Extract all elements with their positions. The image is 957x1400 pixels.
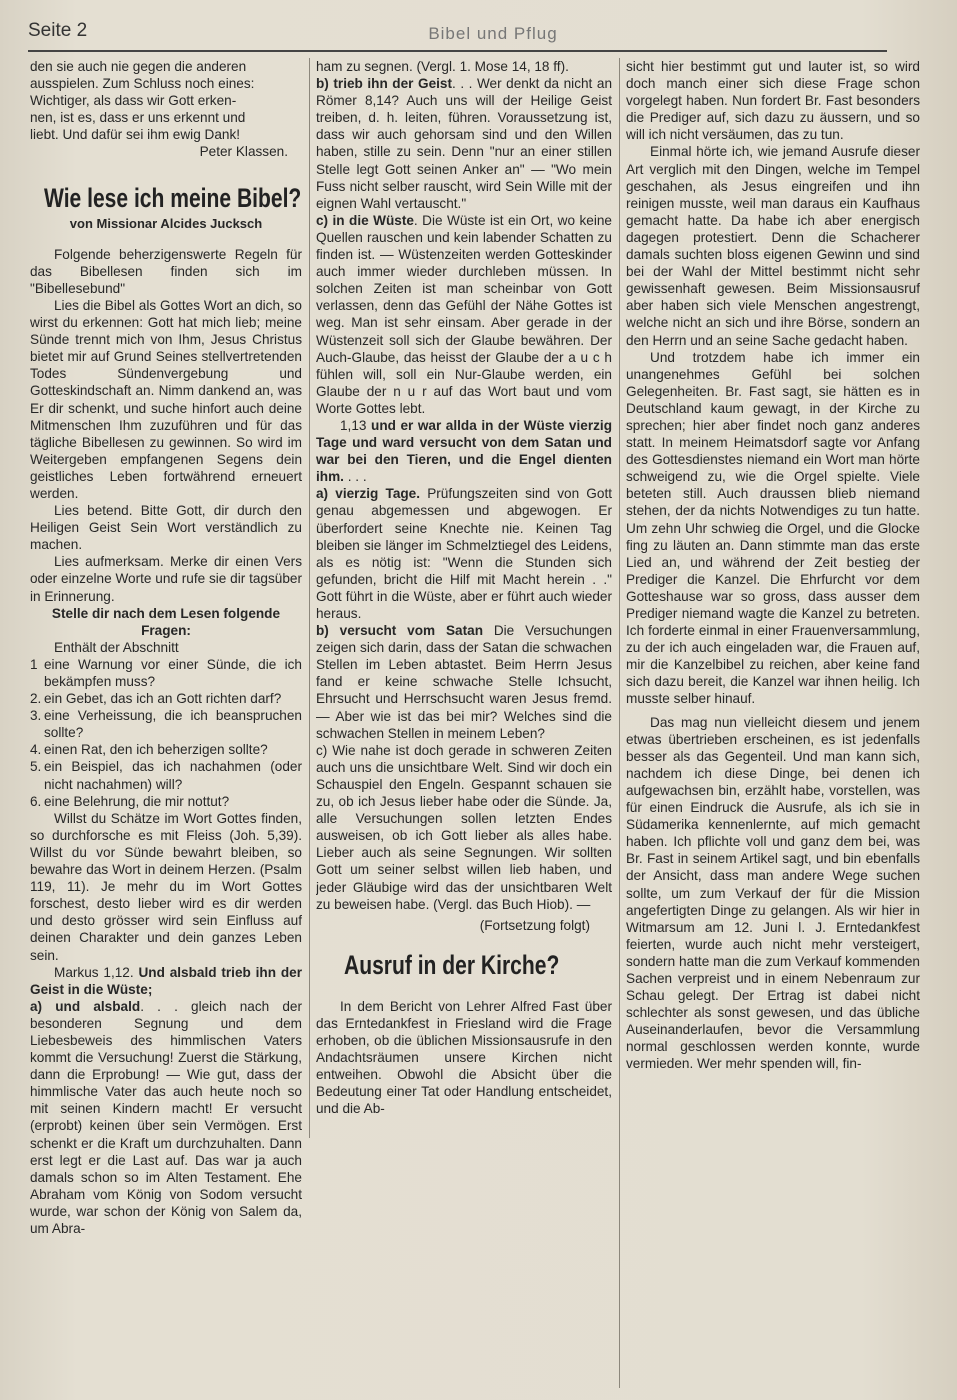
page-number: Seite 2 — [28, 20, 88, 41]
article-title: Ausruf in der Kirche? — [344, 949, 560, 980]
paragraph: Lies aufmerksam. Merke dir einen Vers oder einzelne Worte und rufe sie dir tagsüber in Erinnerung. — [30, 554, 302, 604]
questions-intro: Enthält der Abschnitt — [54, 639, 179, 655]
list-text: eine Warnung vor einer Sünde, die ich bekämpfen muss? — [44, 656, 302, 689]
paragraph-text: . . . Wer denkt da nicht an Römer 8,14? Auch uns will der Heilige Geist treiben, d. h. leiten, führen. Voraussetzung ist, dass wir auch gehorsam sind und den Willen haben, stille zu sein. Denn "nur an einer stillen Stelle legt Gott seinen Anker an" — "Wo mein Fuss nicht selber rauscht, wird Sein Wille mit der eignen Wahl vertauscht." — [316, 76, 612, 211]
text-line: Wichtiger, als dass wir Gott erken- — [30, 93, 237, 109]
paragraph-text: Die Versuchungen zeigen sich darin, dass der Satan die schwachen Stellen im Leben abtastet. Beim Herrn Jesus fand er keine schwache Stelle Ichsucht, Ehrsucht und Herrschsucht waren Jesus fremd. — Aber wie ist das bei mir? Welches sind die schwachen Stellen in meinem Leben? — [316, 623, 612, 741]
paragraph — [316, 75, 612, 212]
list-item — [30, 741, 302, 758]
scripture-quote: und er war allda in der Wüste vierzig Tage und ward versucht von dem Satan und war bei den Tieren, und die Engel dienten ihm. — [316, 417, 612, 485]
paragraph-label: a) und alsbald — [30, 998, 141, 1014]
paragraph-label: b) trieb ihn der Geist — [316, 76, 452, 92]
list-text: eine Belehrung, die mir nottut? — [44, 793, 230, 809]
text-line: nen, ist es, dass er uns erkennt und — [30, 110, 246, 126]
list-item — [30, 793, 302, 810]
column-2 — [316, 58, 612, 1388]
article-byline: von Missionar Alcides Jucksch — [69, 215, 263, 231]
magazine-title: Bibel und Pflug — [428, 24, 558, 43]
column-divider — [619, 58, 620, 1388]
paragraph: Lies betend. Bitte Gott, dir durch den Heiligen Geist Sein Wort verständlich zu machen. — [30, 503, 302, 553]
list-item — [30, 656, 302, 690]
paragraph — [316, 485, 612, 622]
list-item — [30, 707, 302, 741]
column-1 — [30, 58, 302, 1388]
paragraph: Einmal hörte ich, wie jemand Ausrufe dieser Art verglich mit den Dingen, welche im Tempel geschahen, als Jesus eingreifen und ihn reinigen musste, weil man daraus ein Kaufhaus gemacht hatte. Da habe ich aber energisch dagegen protestiert. Denn die Schacherer damals suchten bloss eigenen Gewinn und sind bei der Wahl der Mittel bestimmt nicht sehr gewissenhaft gewesen. Beim Missionsausruf aber haben sich viele Menschen angestrengt, welche nicht an sich und ihre Börse, sondern an den Herrn und an seine Sache gedacht haben. — [626, 144, 920, 348]
paragraph — [316, 622, 612, 742]
scripture-ref: 1,13 — [340, 417, 367, 433]
paragraph-label: b) versucht vom Satan — [316, 623, 483, 639]
text-line: ausspielen. Zum Schluss noch eines: — [30, 76, 255, 92]
paragraph: Lies die Bibel als Gottes Wort an dich, so wirst du erkennen: Gott hat mich lieb; meine Sünde trennt mich von Ihm, Jesus Christus bietet mir auf Grund Seines stellvertretenden Todes Sündenvergebung und Gotteskindschaft an. Nimm dankend an, was Er dir schenkt, und suche hinfort auch deine Mitmenschen Ihm zuzuführen und für das tägliche Bibellesen zu gewinnen. So wird im Weitergeben empfangenen Segens dein geistliches Leben fortwährend erneuert werden. — [30, 297, 302, 501]
list-item — [30, 690, 302, 707]
article-title: Wie lese ich meine Bibel? — [44, 182, 302, 213]
paragraph-label: c) in die Wüste — [316, 212, 414, 228]
author-signature: Peter Klassen. — [199, 144, 288, 160]
list-text: ein Gebet, das ich an Gott richten darf? — [44, 691, 282, 707]
paragraph: In dem Bericht von Lehrer Alfred Fast über das Erntedankfest in Friesland wird die Frage erhoben, ob die üblichen Missionsausrufe in den Andachtsräumen unsere Kirchen nicht entweihen. Obwohl die Absicht über die Bedeutung einer Tat oder Handlung entscheidet, und die Ab- — [316, 998, 612, 1117]
list-item — [30, 758, 302, 792]
list-number: 3. — [30, 708, 42, 724]
paragraph: Willst du Schätze im Wort Gottes finden, so durchforsche es mit Fleiss (Joh. 5,39). Willst du vor Sünde bewahrt bleiben, so bewahre das Wort in deinem Herzen. (Psalm 119, 11). Je mehr du im Wort Gottes forschest, desto lieber wird es dir werden und desto grösser wird sein Einfluss auf deinen Charakter und dein ganzes Leben sein. — [30, 810, 302, 963]
header-rule — [28, 50, 887, 52]
paragraph — [316, 212, 612, 417]
list-text: einen Rat, den ich beherzigen sollte? — [44, 742, 268, 758]
paragraph: Folgende beherzigenswerte Regeln für das Bibellesen finden sich im "Bibellesebund" — [30, 246, 302, 296]
paragraph-text: . . . — [343, 469, 367, 485]
list-text: eine Verheissung, die ich beanspruchen sollte? — [44, 708, 302, 741]
paragraph — [30, 998, 302, 1237]
paragraph-text: . Die Wüste ist ein Ort, wo keine Quellen rauschen und kein labender Schatten zu finden ist. — Wüstenzeiten werden Gotteskinder auch immer wieder durchleben müssen. In solchen Zeiten ist man scheinbar von Gott verlassen, denn das Gefühl der Nähe Gottes ist weg. Man ist sehr einsam. Aber gerade in der Wüstenzeit soll sich der Glaube bewähren. Der Auch-Glaube, das heisst der Glaube der a u c h fühlen will, soll ein Nur-Glaube werden, ein Glaube der n u r auf das Wort baut und vom Worte Gottes lebt. — [316, 212, 612, 416]
list-number: 2. — [30, 691, 42, 707]
list-number: 5. — [30, 759, 42, 775]
text-line: liebt. Und dafür sei ihm ewig Dank! — [30, 127, 241, 143]
list-text: ein Beispiel, das ich nachahmen (oder nicht nachahmen) will? — [44, 759, 302, 792]
scripture-paragraph — [30, 964, 302, 998]
text-line: den sie auch nie gegen die anderen — [30, 59, 247, 74]
scripture-ref: Markus 1,12. — [54, 964, 134, 980]
list-number: 6. — [30, 793, 42, 809]
column-divider — [309, 58, 310, 1138]
paragraph-text: . . . gleich nach der besonderen Segnung und dem Liebesbeweis des himmlischen Vaters kommt die Versuchung! Zuerst die Stärkung, dann die Erprobung! — Wie gut, dass der himmlische Vater das auch heute noch so mit seinen Kindern macht! Er versucht (erprobt) keinen über sein Vermögen. Erst schenkt er die Kraft um durchzuhalten. Dann erst legt er die Last auf. Das war ja auch damals schon so im Alten Testament. Ehe Abraham vom König von Sodom versucht wurde, war schon der König von Salem da, um Abra- — [30, 998, 302, 1236]
scripture-paragraph — [316, 417, 612, 485]
paragraph: ham zu segnen. (Vergl. 1. Mose 14, 18 ff). — [316, 59, 569, 74]
paragraph-label: a) vierzig Tage. — [316, 486, 421, 502]
list-number: 4. — [30, 742, 42, 758]
continuation-note: (Fortsetzung folgt) — [479, 917, 590, 933]
paragraph: sicht hier bestimmt gut und lauter ist, so wird doch manch einer sich diese Frage schon vorgelegt haben. Nun fordert Br. Fast besonders die Prediger auf, sich dazu zu äussern, und so will ich nicht versäumen, das zu tun. — [626, 59, 920, 143]
questions-heading: Stelle dir nach dem Lesen folgende Fragen: — [51, 605, 281, 638]
paragraph: Das mag nun vielleicht diesem und jenem etwas übertrieben erscheinen, es ist jedenfalls besser als das Gegenteil. Und man kann sich, nachdem ich diese Dinge, bei denen ich aufgewachsen bin, erzählt habe, vorstellen, was für einen Eindruck die Ausrufe, als ich sie in Südamerika kennenlernte, auf mich gemacht haben. Ich pflichte voll und ganz dem bei, was Br. Fast in seinem Artikel sagt, und bin ebenfalls der Ansicht, dass man andere Wege suchen sollte, um zum Verkauf der für die Mission angefertigten Dinge zu gelangen. Als wir hier in Witmarsum am 12. Juni l. J. Erntedankfest feierten, wurde auch nicht mehr versteigert, sondern hatte man die zum Verkauf kommenden Sachen verpreist und in einem Nebenraum zur Schau gelegt. Der Ertrag ist dabei nicht schlechter als sonst gewesen, und das übliche Auseinanderlaufen, bevor die Versammlung normal geschlossen werden konnte, wurde vermieden. Wer mehr spenden will, fin- — [626, 714, 920, 1072]
paragraph: Und trotzdem habe ich immer ein unangenehmes Gefühl bei solchen Gelegenheiten. Br. Fast sagt, sie hätten es in Deutschland kaum gewagt, in der Kirche zu sprechen; hier aber findet noch ganz anderes statt. In meinem Heimatsdorf sagte vor Anfang des Gottesdienstes niemand ein Wort man hörte schweigend zu, wie die Orgel spielte. Viele beteten still. Auch draussen blieb niemand stehen, der da nichts Notwendiges zu tun hatte. Um zehn Uhr schwieg die Orgel, und die Glocke fing zu läuten an. Dann stimmte man das erste Lied an, und während der Zeit bestieg der Prediger die Kanzel. Die Ehrfurcht vor dem Gotteshause war so gross, dass ausser dem Prediger niemand wagte die Kanzel zu betreten. Ich forderte einmal in einer Frauenversammlung, zu der ich auch eingeladen war, die Frauen auf, mir die Kanzelbibel zu reichen, aber keine fand sich dazu bereit, die Kanzel war ihnen heilig. Ich musste selber hinauf. — [626, 349, 920, 707]
page-header — [28, 14, 917, 54]
paragraph: c) Wie nahe ist doch gerade in schweren Zeiten auch uns die unsichtbare Welt. Sind wir doch ein Schauspiel den Engeln. Gespannt schauen sie zu, ob ich Jesus lieber habe oder die Sünde. Ja, alle Versuchungen sollen letzten Endes ausweisen, ob ich Gott lieber als alles habe. Lieber auch als seine Segnungen. Wir sollten Gott um seiner selbst willen lieb haben, und jeder Gläubige wird das der unsichtbaren Welt zu beweisen habe. (Vergl. das Buch Hiob). — — [316, 742, 612, 912]
paragraph-text: Prüfungszeiten sind von Gott genau abgemessen und abgewogen. Er überfordert seine Knechte nie. Keinen Tag bleiben sie länger im Schmelztiegel des Leidens, als es nötig ist: "Wenn die Stunden sich gefunden, bricht die Hilf mit Macht herein . ." Gott führt in die Wüste, aber er führt auch wieder heraus. — [316, 486, 612, 621]
scripture-quote: Und alsbald trieb ihn der Geist in die Wüste; — [30, 964, 302, 997]
column-3 — [626, 58, 920, 1388]
list-number: 1 — [30, 656, 38, 672]
